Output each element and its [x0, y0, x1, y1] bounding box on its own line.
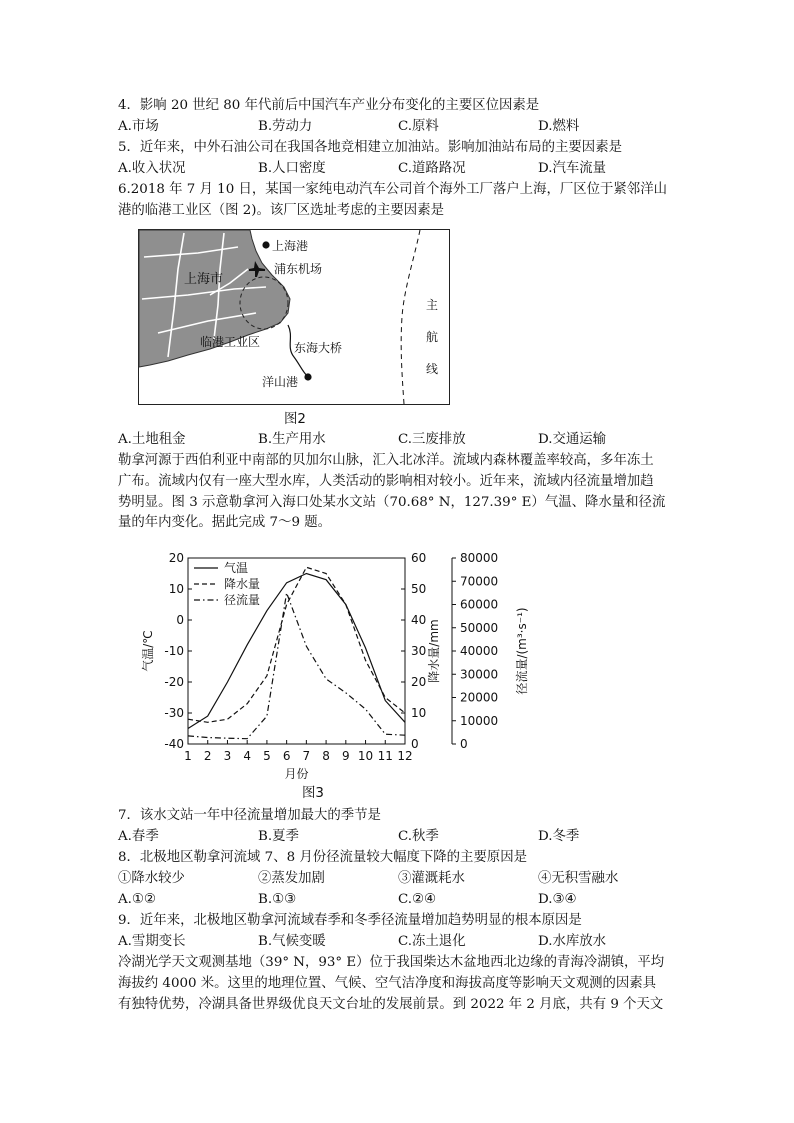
- precipitation-tick-label: 60: [411, 551, 427, 565]
- figure-2-map: [138, 229, 450, 405]
- passage2-line-1: 冷湖光学天文观测基地（39° N，93° E）位于我国柴达木盆地西北边缘的青海冷湖镇，平均: [118, 955, 665, 970]
- figure-3-chart: [138, 548, 538, 793]
- q4-option-d[interactable]: D.燃料: [538, 119, 580, 134]
- q5-option-b[interactable]: B.人口密度: [258, 161, 326, 176]
- q5-options: [118, 159, 678, 179]
- series-line-2: [188, 567, 405, 722]
- label-shanghai-city: 上海市: [184, 272, 224, 287]
- q9-options: [118, 932, 678, 952]
- runoff-tick-label: 0: [460, 737, 468, 751]
- label-pudong-airport: 浦东机场: [274, 262, 323, 276]
- temperature-tick-label: -10: [164, 644, 184, 658]
- passage1-line-4: 量的年内变化。据此完成 7～9 题。: [118, 515, 332, 531]
- label-main-route-3: 线: [426, 362, 439, 376]
- shanghai-port-dot: [262, 241, 269, 248]
- runoff-tick-label: 30000: [460, 667, 499, 682]
- q9-option-b[interactable]: B.气候变暖: [258, 934, 326, 949]
- precipitation-tick-label: 50: [411, 582, 427, 596]
- passage1-line-2: 广布。流域内仅有一座大型水库，人类活动的影响相对较小。近年来，流域内径流量增加趋: [118, 473, 654, 489]
- x-tick-label: 10: [357, 749, 374, 763]
- passage-lenghu-observatory: [118, 953, 678, 1015]
- q6-option-d[interactable]: D.交通运输: [538, 432, 607, 447]
- figure-3-caption: 图3: [302, 786, 324, 801]
- x-tick-label: 9: [341, 749, 350, 763]
- q4-option-a[interactable]: A.市场: [118, 119, 159, 134]
- figure-2-caption: 图2: [284, 412, 306, 427]
- q5-stem: 5．近年来，中外石油公司在我国各地竞相建立加油站。影响加油站布局的主要因素是: [118, 140, 622, 155]
- runoff-tick-label: 60000: [460, 597, 499, 612]
- legend-label-1: 气温: [224, 561, 249, 575]
- runoff-tick-label: 50000: [460, 620, 499, 635]
- q8-choice-3: ③灌溉耗水: [398, 871, 465, 886]
- q7-options: [118, 827, 678, 847]
- q6-stem-line-2: 港的临港工业区（图 2)。该厂区选址考虑的主要因素是: [118, 203, 444, 218]
- q9-option-d[interactable]: D.水库放水: [538, 934, 607, 949]
- precipitation-tick-label: 30: [411, 644, 427, 658]
- precipitation-tick-label: 20: [411, 675, 427, 689]
- legend-label-2: 降水量: [224, 577, 261, 591]
- label-shanghai-port: 上海港: [272, 239, 309, 253]
- x-tick-label: 8: [322, 749, 330, 763]
- passage2-line-2: 海拔约 4000 米。这里的地理位置、气候、空气洁净度和海拔高度等影响天文观测的因素具: [118, 975, 657, 991]
- q5-option-a[interactable]: A.收入状况: [118, 161, 186, 176]
- q7-stem: 7．该水文站一年中径流量增加最大的季节是: [118, 808, 381, 823]
- runoff-tick-label: 40000: [460, 644, 499, 658]
- q6-option-c[interactable]: C.三废排放: [398, 432, 466, 447]
- label-donghai-bridge: 东海大桥: [294, 341, 343, 355]
- x-tick-label: 12: [397, 749, 413, 763]
- x-tick-label: 5: [263, 749, 271, 763]
- q6-option-b[interactable]: B.生产用水: [258, 432, 326, 447]
- q5-option-c[interactable]: C.道路路况: [398, 161, 466, 176]
- passage1-line-1: 勒拿河源于西伯利亚中南部的贝加尔山脉，汇入北冰洋。流域内森林覆盖率较高，多年冻土: [118, 453, 654, 468]
- legend-label-3: 径流量: [224, 593, 261, 607]
- runoff-tick-label: 10000: [460, 713, 499, 728]
- q4-option-b[interactable]: B.劳动力: [258, 119, 313, 134]
- passage2-line-3: 有独特优势，冷湖具备世界级优良天文台址的发展前景。到 2022 年 2 月底，共有 9 个天文: [118, 996, 664, 1012]
- q4-stem: 4．影响 20 世纪 80 年代前后中国汽车产业分布变化的主要区位因素是: [118, 98, 540, 113]
- x-tick-label: 4: [243, 749, 252, 763]
- q8-choices: [118, 869, 678, 889]
- label-yangshan-port: 洋山港: [262, 375, 299, 389]
- x-tick-label: 6: [282, 749, 291, 763]
- q9-stem: 9．近年来，北极地区勒拿河流域春季和冬季径流量增加趋势明显的根本原因是: [118, 913, 582, 928]
- runoff-tick-label: 20000: [460, 690, 499, 705]
- q8-option-a[interactable]: A.①②: [118, 892, 156, 907]
- precipitation-tick-label: 40: [411, 613, 427, 627]
- q4-options: [118, 117, 678, 137]
- temperature-tick-label: 10: [168, 582, 184, 596]
- x-tick-label: 7: [302, 749, 311, 763]
- temperature-axis-label: 气温/℃: [141, 630, 155, 672]
- temperature-tick-label: 20: [168, 551, 184, 565]
- q8-choice-4: ④无积雪融水: [538, 871, 619, 886]
- q8-option-b[interactable]: B.①③: [258, 892, 297, 907]
- yangshan-port-dot: [304, 373, 311, 380]
- q7-option-a[interactable]: A.春季: [118, 829, 159, 844]
- q5-option-d[interactable]: D.汽车流量: [538, 161, 607, 176]
- q8-stem: 8．北极地区勒拿河流域 7、8 月份径流量较大幅度下降的主要原因是: [118, 850, 528, 865]
- temperature-tick-label: -20: [164, 675, 184, 689]
- precipitation-axis-label: 降水量/mm: [427, 619, 441, 683]
- temperature-tick-label: 0: [176, 613, 184, 627]
- series-line-1: [188, 574, 405, 729]
- passage-lena-river: [118, 451, 678, 534]
- q7-option-b[interactable]: B.夏季: [258, 829, 299, 844]
- x-tick-label: 2: [203, 749, 212, 763]
- x-tick-label: 11: [377, 749, 393, 763]
- label-main-route-2: 航: [426, 330, 439, 344]
- q6-option-a[interactable]: A.土地租金: [118, 432, 186, 447]
- precipitation-tick-label: 10: [411, 706, 427, 720]
- runoff-axis-label: 径流量/(m³·s⁻¹): [515, 607, 529, 695]
- x-tick-label: 1: [184, 749, 192, 763]
- label-main-route-1: 主: [426, 298, 439, 312]
- q6-options: [118, 430, 678, 450]
- precipitation-tick-label: 0: [411, 737, 419, 751]
- q7-option-c[interactable]: C.秋季: [398, 829, 439, 844]
- x-axis-label: 月份: [284, 767, 309, 781]
- temperature-tick-label: -40: [164, 737, 184, 751]
- temperature-tick-label: -30: [164, 706, 184, 720]
- q7-option-d[interactable]: D.冬季: [538, 829, 580, 844]
- q4-option-c[interactable]: C.原料: [398, 119, 439, 134]
- q9-option-c[interactable]: C.冻土退化: [398, 934, 466, 949]
- q8-options: [118, 890, 678, 910]
- label-lingang: 临港工业区: [200, 335, 261, 349]
- q8-option-d[interactable]: D.③④: [538, 892, 577, 907]
- runoff-tick-label: 80000: [460, 551, 499, 565]
- q8-choice-1: ①降水较少: [118, 871, 185, 886]
- q6-stem-line-1: 6.2018 年 7 月 10 日，某国一家纯电动汽车公司首个海外工厂落户上海，厂区位于紧邻洋山: [118, 182, 667, 197]
- q9-option-a[interactable]: A.雪期变长: [118, 934, 186, 949]
- q8-option-c[interactable]: C.②④: [398, 892, 437, 907]
- passage1-line-3: 势明显。图 3 示意勒拿河入海口处某水文站（70.68° N，127.39° E）气温、降水量和径流: [118, 494, 666, 510]
- x-tick-label: 3: [223, 749, 232, 763]
- runoff-tick-label: 70000: [460, 574, 499, 589]
- q8-choice-2: ②蒸发加剧: [258, 871, 325, 886]
